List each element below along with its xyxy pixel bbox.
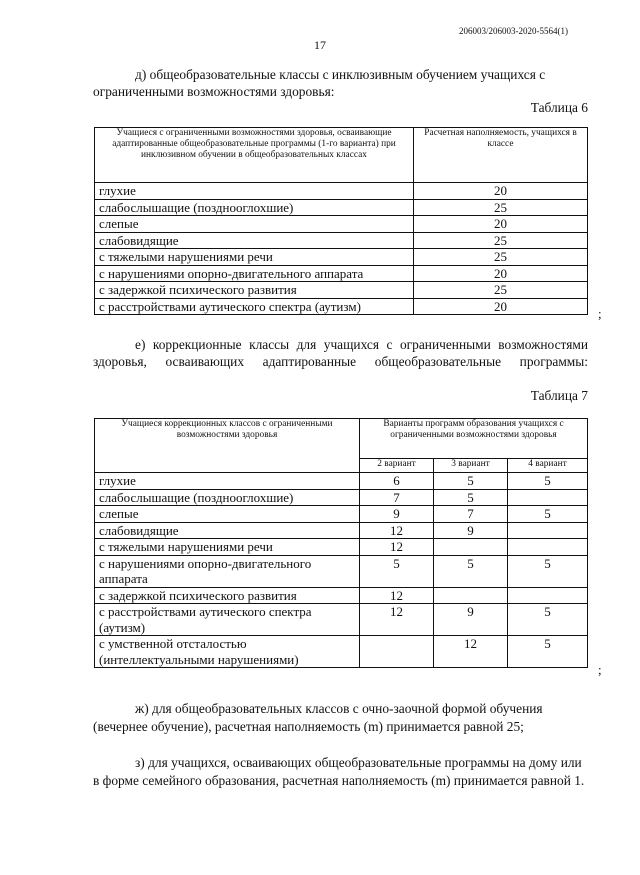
table7-v3-cell: 5 xyxy=(434,555,508,587)
table7-v3-cell: 12 xyxy=(434,636,508,668)
table7-row xyxy=(95,555,588,587)
table7-row xyxy=(95,522,588,539)
paragraph-e-line xyxy=(93,337,588,370)
table7-header-variant-3: 3 вариант xyxy=(434,459,508,473)
table7-row xyxy=(95,506,588,523)
table6-category-cell: слепые xyxy=(95,216,414,233)
table6-category-cell: слабовидящие xyxy=(95,232,414,249)
table7-category-cell: с умственной отсталостью (интеллектуальными нарушениями) xyxy=(95,636,360,668)
table7-row xyxy=(95,489,588,506)
table7-v2-cell: 9 xyxy=(360,506,434,523)
table7-category-cell: с расстройствами аутического спектра (аутизм) xyxy=(95,604,360,636)
table6-row xyxy=(95,265,588,282)
table7-v4-cell: 5 xyxy=(508,604,588,636)
table7-v2-cell: 12 xyxy=(360,604,434,636)
table7-v2-cell xyxy=(360,636,434,668)
table7-category-cell: с задержкой психического развития xyxy=(95,587,360,604)
table6-category-cell: с нарушениями опорно-двигательного аппарата xyxy=(95,265,414,282)
paragraph-zh: ж) для общеобразовательных классов с очно-заочной формой обучения (вечернее обучение), расчетная наполняемость (m) принимается равной 25; xyxy=(93,701,543,734)
table6-label: Таблица 6 xyxy=(530,100,588,115)
table6-row xyxy=(95,216,588,233)
table7-v2-cell: 6 xyxy=(360,473,434,490)
table7-row xyxy=(95,604,588,636)
table7-row xyxy=(95,539,588,556)
paragraph-e: е) коррекционные классы для учащихся с ограниченными возможностями здоровья, осваивающих адаптированные общеобразовательные программы: xyxy=(93,337,588,369)
table6-header-capacity: Расчетная наполняемость, учащихся в классе xyxy=(414,128,588,183)
table7-v4-cell xyxy=(508,522,588,539)
table7-row xyxy=(95,587,588,604)
table6-capacity-cell: 25 xyxy=(414,282,588,299)
table7-v3-cell: 9 xyxy=(434,604,508,636)
table7-header-variants: Варианты программ образования учащихся с ограниченными возможностями здоровья xyxy=(360,419,588,459)
table6-category-cell: с расстройствами аутического спектра (аутизм) xyxy=(95,298,414,315)
table6-capacity-cell: 20 xyxy=(414,216,588,233)
table7-category-cell: слепые xyxy=(95,506,360,523)
table6-category-cell: с задержкой психического развития xyxy=(95,282,414,299)
table7 xyxy=(94,418,588,668)
table7-v4-cell xyxy=(508,587,588,604)
table7-category-cell: слабовидящие xyxy=(95,522,360,539)
table6-row xyxy=(95,199,588,216)
table7-v3-cell: 5 xyxy=(434,489,508,506)
table7-v4-cell xyxy=(508,539,588,556)
paragraph-d: д) общеобразовательные классы с инклюзивным обучением учащихся с ограниченными возможностями здоровья: xyxy=(93,67,546,99)
table6-capacity-cell: 20 xyxy=(414,298,588,315)
table7-header-category: Учащиеся коррекционных классов с ограниченными возможностями здоровья xyxy=(95,419,360,473)
table7-v2-cell: 7 xyxy=(360,489,434,506)
table7-v4-cell: 5 xyxy=(508,473,588,490)
table7-header-variant-2: 2 вариант xyxy=(360,459,434,473)
table7-v3-cell: 7 xyxy=(434,506,508,523)
table7-v4-cell: 5 xyxy=(508,636,588,668)
table7-category-cell: с тяжелыми нарушениями речи xyxy=(95,539,360,556)
table7-v3-cell xyxy=(434,587,508,604)
table6-category-cell: глухие xyxy=(95,183,414,200)
table7-category-cell: слабослышащие (позднооглохшие) xyxy=(95,489,360,506)
table7-row xyxy=(95,473,588,490)
table6-row xyxy=(95,282,588,299)
table6-row xyxy=(95,249,588,266)
document-id: 206003/206003-2020-5564(1) xyxy=(459,26,568,36)
page-number: 17 xyxy=(314,38,326,52)
table7-category-cell: глухие xyxy=(95,473,360,490)
paragraph-z: з) для учащихся, осваивающих общеобразовательные программы на дому или в форме семейного образования, расчетная наполняемость (m) принимается равной 1. xyxy=(93,755,585,788)
table7-category-cell: с нарушениями опорно-двигательного аппарата xyxy=(95,555,360,587)
table7-v3-cell: 5 xyxy=(434,473,508,490)
table7-v4-cell: 5 xyxy=(508,555,588,587)
table7-v3-cell: 9 xyxy=(434,522,508,539)
table6-capacity-cell: 25 xyxy=(414,249,588,266)
table6-capacity-cell: 20 xyxy=(414,265,588,282)
table7-v3-cell xyxy=(434,539,508,556)
table6-row xyxy=(95,298,588,315)
table6-row xyxy=(95,183,588,200)
table7-v2-cell: 12 xyxy=(360,587,434,604)
table6-category-cell: слабослышащие (позднооглохшие) xyxy=(95,199,414,216)
table7-v2-cell: 12 xyxy=(360,522,434,539)
table7-row xyxy=(95,636,588,668)
table7-v4-cell xyxy=(508,489,588,506)
table6-capacity-cell: 20 xyxy=(414,183,588,200)
table7-v4-cell: 5 xyxy=(508,506,588,523)
table7-label: Таблица 7 xyxy=(530,388,588,403)
table6-category-cell: с тяжелыми нарушениями речи xyxy=(95,249,414,266)
table7-trailing-semicolon: ; xyxy=(598,662,602,677)
table6-capacity-cell: 25 xyxy=(414,232,588,249)
table6-trailing-semicolon: ; xyxy=(598,306,602,321)
table6-header-category: Учащиеся с ограниченными возможностями здоровья, осваивающие адаптированные общеобразовательные программы (1-го варианта) при инклюзивном обучении в общеобразовательных классах xyxy=(95,128,414,183)
table7-v2-cell: 5 xyxy=(360,555,434,587)
table6-row xyxy=(95,232,588,249)
table6-capacity-cell: 25 xyxy=(414,199,588,216)
table6 xyxy=(94,127,588,315)
table7-v2-cell: 12 xyxy=(360,539,434,556)
table7-header-variant-4: 4 вариант xyxy=(508,459,588,473)
